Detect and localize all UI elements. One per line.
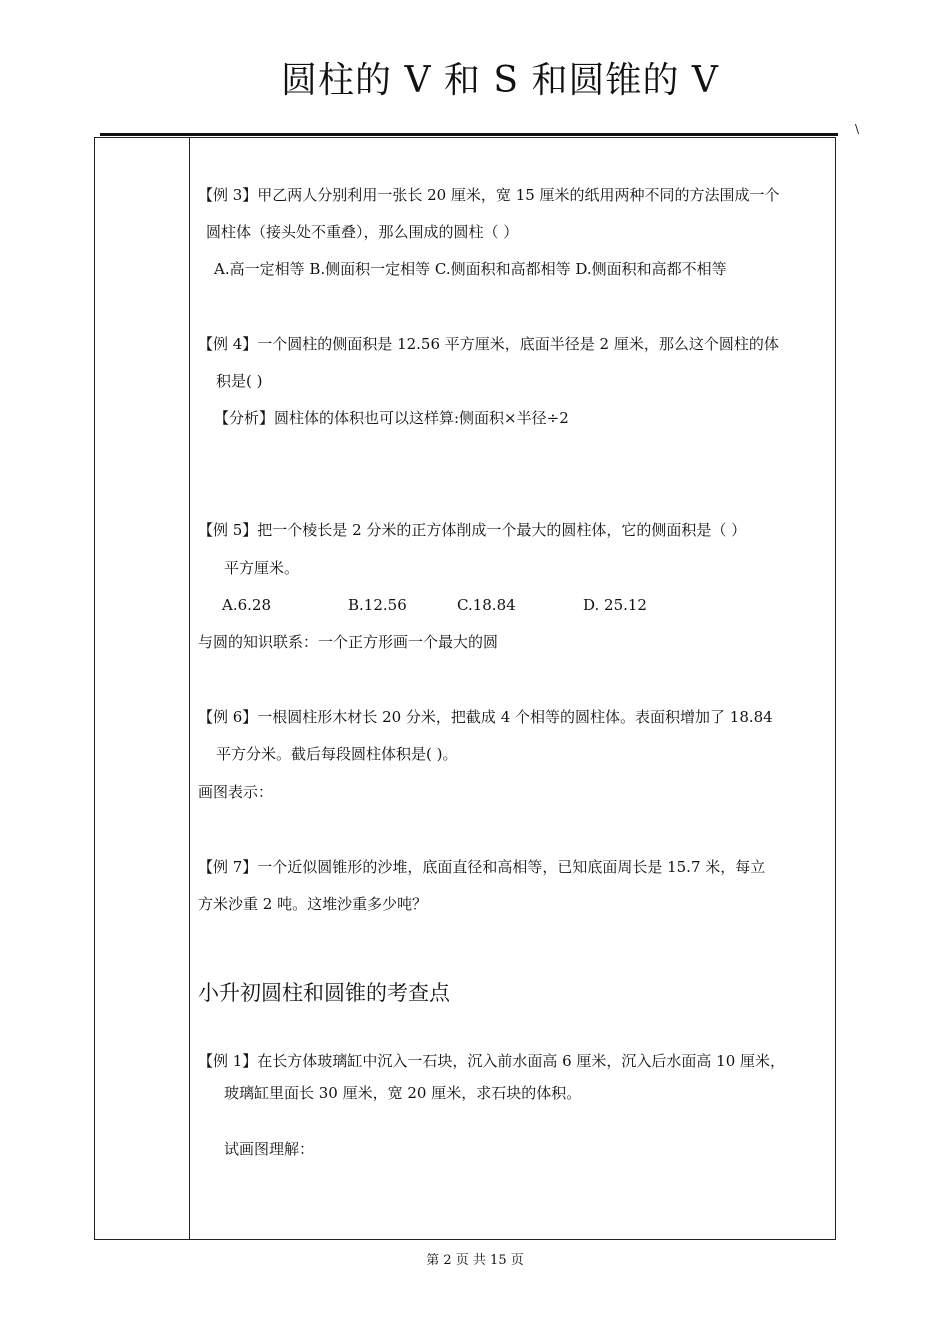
page-title: 圆柱的 V 和 S 和圆锥的 V (281, 60, 719, 101)
header-rule (100, 133, 838, 136)
example-1-line-1: 【例 1】在长方体玻璃缸中沉入一石块，沉入前水面高 6 厘米，沉入后水面高 10 厘米， (198, 1052, 786, 1070)
table-column-divider (189, 137, 190, 1240)
example-1-line-2: 玻璃缸里面长 30 厘米，宽 20 厘米，求石块的体积。 (224, 1084, 582, 1102)
example-7-line-2: 方米沙重 2 吨。这堆沙重多少吨？ (198, 895, 428, 913)
example-3-options: A.高一定相等 B.侧面积一定相等 C.侧面积和高都相等 D.侧面积和高都不相等 (214, 260, 727, 278)
example-5-option-a: A.6.28 (222, 596, 271, 614)
example-6-line-2: 平方分米。截后每段圆柱体积是( )。 (216, 745, 458, 763)
example-3-line-1: 【例 3】甲乙两人分别利用一张长 20 厘米，宽 15 厘米的纸用两种不同的方法围成一个 (198, 186, 780, 204)
header-corner-mark: \ (855, 122, 860, 136)
example-5-option-c: C.18.84 (457, 596, 516, 614)
page-number-footer: 第 2 页 共 15 页 (426, 1253, 524, 1268)
example-1-note: 试画图理解： (224, 1140, 315, 1158)
example-6-line-1: 【例 6】一根圆柱形木材长 20 分米，把截成 4 个相等的圆柱体。表面积增加了 18.84 (198, 708, 773, 726)
example-4-line-2: 积是( ) (216, 372, 263, 390)
example-5-option-d: D. 25.12 (583, 596, 647, 614)
example-3-line-2: 圆柱体（接头处不重叠），那么围成的圆柱（ ） (206, 223, 519, 241)
example-5-line-2: 平方厘米。 (224, 559, 300, 577)
example-4-line-1: 【例 4】一个圆柱的侧面积是 12.56 平方厘米，底面半径是 2 厘米，那么这个圆柱的体 (198, 335, 779, 353)
example-5-option-b: B.12.56 (348, 596, 407, 614)
section-heading: 小升初圆柱和圆锥的考查点 (198, 981, 450, 1005)
example-6-note: 画图表示： (198, 783, 274, 801)
example-5-note: 与圆的知识联系：一个正方形画一个最大的圆 (198, 633, 499, 651)
content-table-frame (94, 137, 836, 1240)
example-7-line-1: 【例 7】一个近似圆锥形的沙堆，底面直径和高相等，已知底面周长是 15.7 米，每立 (198, 858, 766, 876)
example-4-analysis: 【分析】圆柱体的体积也可以这样算:侧面积×半径÷2 (214, 409, 569, 427)
example-5-line-1: 【例 5】把一个棱长是 2 分米的正方体削成一个最大的圆柱体，它的侧面积是（ ） (198, 521, 747, 539)
